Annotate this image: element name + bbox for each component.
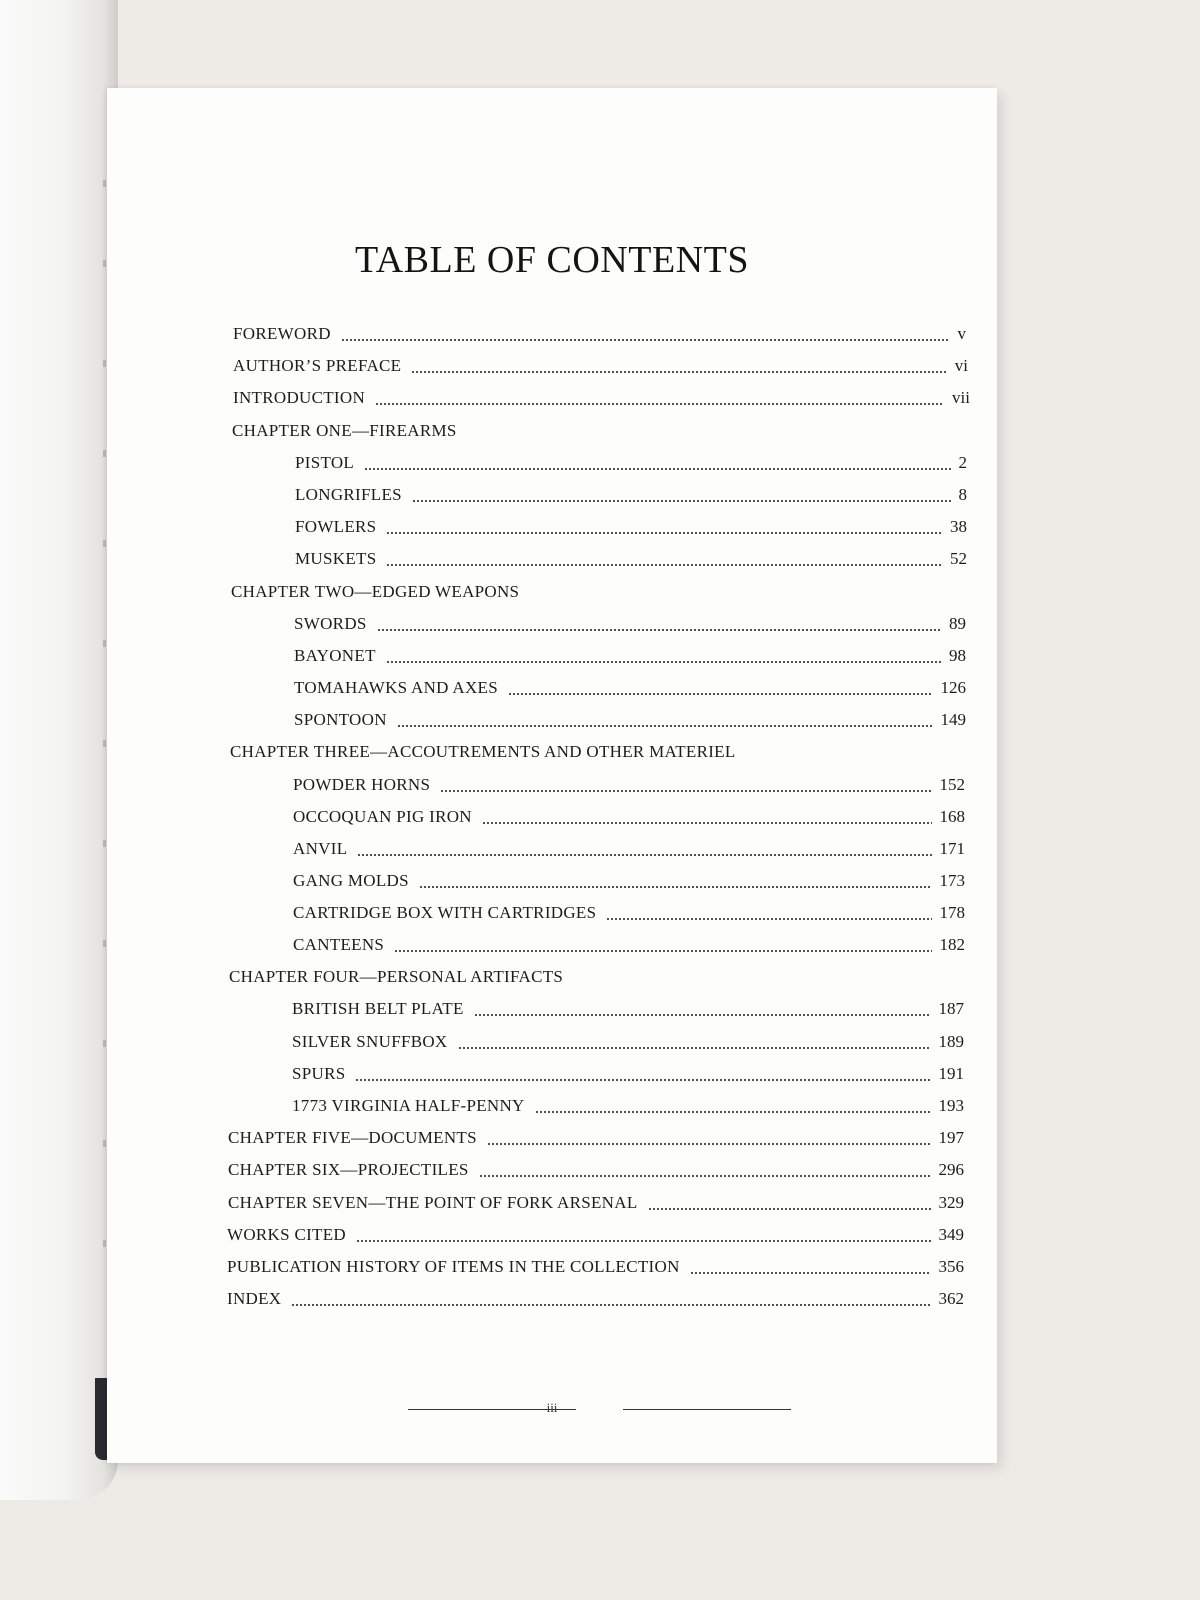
dot-leader	[606, 918, 931, 920]
dot-leader	[487, 1143, 931, 1145]
dot-leader	[364, 468, 950, 470]
toc-entry-chapter-six	[228, 1160, 964, 1182]
toc-entry-page: v	[957, 324, 966, 343]
toc-entry-page: 296	[938, 1160, 964, 1179]
toc-chapter-label: CHAPTER ONE—FIREARMS	[232, 421, 457, 440]
dot-leader	[508, 693, 933, 695]
spine-stitch	[103, 1040, 106, 1047]
toc-entry-powder-horns	[293, 775, 965, 797]
toc-entry-page: 191	[938, 1064, 964, 1083]
toc-entry-index	[227, 1289, 964, 1311]
toc-entry-label: MUSKETS	[295, 549, 377, 568]
dot-leader	[375, 403, 944, 405]
toc-entry-label: BRITISH BELT PLATE	[292, 999, 464, 1018]
toc-entry-label: ANVIL	[293, 839, 348, 858]
spine-stitch	[103, 260, 106, 267]
dot-leader	[458, 1047, 931, 1049]
toc-entry-label: SPONTOON	[294, 710, 387, 729]
spine-stitch	[103, 940, 106, 947]
toc-entry-page: 38	[950, 517, 967, 536]
spine-stitch	[103, 640, 106, 647]
dot-leader	[474, 1014, 931, 1016]
toc-entry-page: 197	[938, 1128, 964, 1147]
toc-entry-page: 152	[939, 775, 965, 794]
toc-entry-cartridge-box	[293, 903, 965, 925]
toc-entry-page: 356	[938, 1257, 964, 1276]
toc-entry-virginia-half-penny	[292, 1096, 964, 1118]
toc-entry-muskets	[295, 549, 967, 571]
dot-leader	[386, 532, 942, 534]
dot-leader	[690, 1272, 931, 1274]
toc-entry-label: SWORDS	[294, 614, 367, 633]
toc-entry-canteens	[293, 935, 965, 957]
toc-entry-page: vii	[952, 388, 970, 407]
page-title: TABLE OF CONTENTS	[355, 239, 749, 281]
toc-entry-fowlers	[295, 517, 967, 539]
toc-entry-page: 182	[939, 935, 965, 954]
toc-entry-page: 89	[949, 614, 966, 633]
toc-entry-label: CHAPTER SIX—PROJECTILES	[228, 1160, 469, 1179]
toc-entry-foreword	[233, 324, 966, 346]
dot-leader	[291, 1304, 930, 1306]
dot-leader	[535, 1111, 931, 1113]
dot-leader	[440, 790, 931, 792]
dot-leader	[419, 886, 932, 888]
dot-leader	[356, 1240, 931, 1242]
toc-entry-page: 187	[938, 999, 964, 1018]
dot-leader	[482, 822, 932, 824]
toc-entry-longrifles	[295, 485, 967, 507]
toc-entry-page: 126	[940, 678, 966, 697]
facing-left-page	[0, 0, 118, 1500]
toc-chapter-label: CHAPTER FOUR—PERSONAL ARTIFACTS	[229, 967, 564, 986]
toc-entry-label: LONGRIFLES	[295, 485, 402, 504]
toc-entry-label: POWDER HORNS	[293, 775, 431, 794]
toc-chapter-heading	[231, 582, 519, 604]
toc-entry-label: OCCOQUAN PIG IRON	[293, 807, 472, 826]
toc-entry-label: 1773 VIRGINIA HALF-PENNY	[292, 1096, 525, 1115]
toc-entry-page: 178	[939, 903, 965, 922]
toc-chapter-heading	[232, 421, 457, 443]
toc-entry-publication-history	[227, 1257, 964, 1279]
toc-entry-works-cited	[227, 1225, 964, 1247]
toc-entry-authors-preface	[233, 356, 968, 378]
toc-entry-british-belt-plate	[292, 999, 964, 1021]
toc-entry-label: INDEX	[227, 1289, 282, 1308]
toc-entry-label: BAYONET	[294, 646, 376, 665]
spine-stitch	[103, 360, 106, 367]
toc-entry-gang-molds	[293, 871, 965, 893]
toc-entry-page: vi	[954, 356, 968, 375]
toc-entry-page: 193	[938, 1096, 964, 1115]
dot-leader	[357, 854, 931, 856]
toc-entry-page: 149	[940, 710, 966, 729]
dot-leader	[479, 1175, 931, 1177]
dot-leader	[394, 950, 931, 952]
dot-leader	[397, 725, 933, 727]
spine-stitch	[103, 450, 106, 457]
toc-entry-silver-snuffbox	[292, 1032, 964, 1054]
toc-chapter-heading	[229, 967, 563, 989]
toc-entry-page: 2	[958, 453, 967, 472]
toc-entry-introduction	[233, 388, 970, 410]
toc-entry-tomahawks-and-axes	[294, 678, 966, 700]
toc-entry-page: 189	[938, 1032, 964, 1051]
spine-stitch	[103, 740, 106, 747]
spine-stitch	[103, 840, 106, 847]
toc-entry-spontoon	[294, 710, 966, 732]
toc-entry-page: 329	[938, 1193, 964, 1212]
toc-entry-chapter-seven	[228, 1193, 964, 1215]
spine-stitch	[103, 1240, 106, 1247]
toc-entry-occoquan-pig-iron	[293, 807, 965, 829]
toc-entry-anvil	[293, 839, 965, 861]
footer-rule-right	[623, 1409, 791, 1410]
toc-entry-label: FOREWORD	[233, 324, 331, 343]
toc-entry-page: 171	[939, 839, 965, 858]
toc-entry-page: 8	[958, 485, 967, 504]
dot-leader	[386, 564, 942, 566]
toc-entry-bayonet	[294, 646, 966, 668]
book-page	[107, 88, 997, 1463]
toc-entry-label: AUTHOR’S PREFACE	[233, 356, 402, 375]
dot-leader	[386, 661, 941, 663]
spine-stitch	[103, 540, 106, 547]
toc-chapter-label: CHAPTER TWO—EDGED WEAPONS	[231, 582, 520, 601]
toc-entry-page: 173	[939, 871, 965, 890]
toc-entry-label: FOWLERS	[295, 517, 377, 536]
toc-entry-spurs	[292, 1064, 964, 1086]
toc-entry-page: 168	[939, 807, 965, 826]
page-number: iii	[546, 1400, 558, 1415]
toc-entry-page: 349	[938, 1225, 964, 1244]
toc-entry-label: GANG MOLDS	[293, 871, 409, 890]
dot-leader	[411, 371, 946, 373]
toc-entry-label: CHAPTER FIVE—DOCUMENTS	[228, 1128, 477, 1147]
toc-entry-pistol	[295, 453, 967, 475]
toc-entry-label: SILVER SNUFFBOX	[292, 1032, 448, 1051]
spine-stitch	[103, 1140, 106, 1147]
toc-entry-page: 98	[949, 646, 966, 665]
toc-entry-swords	[294, 614, 966, 636]
dot-leader	[412, 500, 951, 502]
dot-leader	[341, 339, 950, 341]
toc-entry-label: PISTOL	[295, 453, 355, 472]
toc-entry-page: 52	[950, 549, 967, 568]
toc-entry-label: CARTRIDGE BOX WITH CARTRIDGES	[293, 903, 597, 922]
toc-entry-label: TOMAHAWKS AND AXES	[294, 678, 498, 697]
toc-entry-page: 362	[938, 1289, 964, 1308]
toc-entry-label: SPURS	[292, 1064, 346, 1083]
toc-list	[107, 88, 997, 1463]
toc-entry-label: CANTEENS	[293, 935, 385, 954]
toc-entry-label: WORKS CITED	[227, 1225, 346, 1244]
toc-entry-label: INTRODUCTION	[233, 388, 366, 407]
dot-leader	[648, 1208, 931, 1210]
spine-stitch	[103, 180, 106, 187]
toc-entry-label: PUBLICATION HISTORY OF ITEMS IN THE COLLECTION	[227, 1257, 680, 1276]
toc-entry-label: CHAPTER SEVEN—THE POINT OF FORK ARSENAL	[228, 1193, 638, 1212]
dot-leader	[377, 629, 941, 631]
toc-entry-chapter-five	[228, 1128, 964, 1150]
dot-leader	[355, 1079, 930, 1081]
toc-chapter-label: CHAPTER THREE—ACCOUTREMENTS AND OTHER MATERIEL	[230, 742, 736, 761]
toc-chapter-heading	[230, 742, 736, 764]
